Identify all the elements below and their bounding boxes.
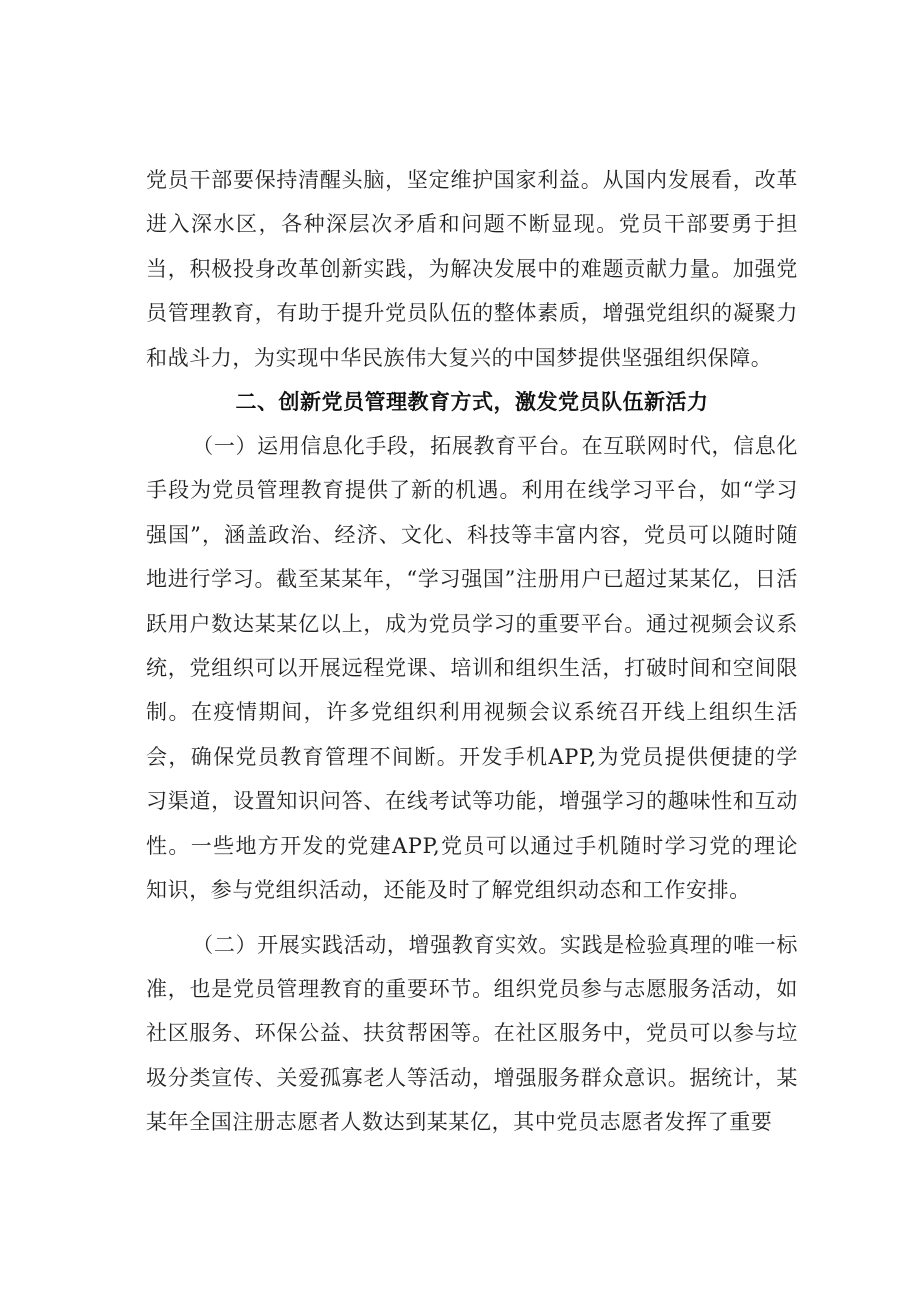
- paragraph-information-platform: （一）运用信息化手段，拓展教育平台。在互联网时代，信息化手段为党员管理教育提供了新的机遇。利用在线学习平台，如“学习强国”，涵盖政治、经济、文化、科技等丰富内容，党员可以随时随地进行学习。截至某某年，“学习强国”注册用户已超过某某亿，日活跃用户数达某某亿以上，成为党员学习的重要平台。通过视频会议系统，党组织可以开展远程党课、培训和组织生活，打破时间和空间限制。在疫情期间，许多党组织利用视频会议系统召开线上组织生活会，确保党员教育管理不间断。开发手机APP,为党员提供便捷的学习渠道，设置知识问答、在线考试等功能，增强学习的趣味性和互动性。一些地方开发的党建APP,党员可以通过手机随时学习党的理论知识，参与党组织活动，还能及时了解党组织动态和工作安排。: [146, 434, 798, 903]
- section-heading: 二、创新党员管理教育方式，激发党员队伍新活力: [235, 390, 709, 415]
- paragraph-spacer: [146, 913, 798, 923]
- document-body: [146, 158, 798, 1145]
- paragraph-practice-activities: （二）开展实践活动，增强教育实效。实践是检验真理的唯一标准，也是党员管理教育的重要环节。组织党员参与志愿服务活动，如社区服务、环保公益、扶贫帮困等。在社区服务中，党员可以参与垃圾分类宣传、关爱孤寡老人等活动，增强服务群众意识。据统计，某某年全国注册志愿者人数达到某某亿，其中党员志愿者发挥了重要: [146, 932, 798, 1135]
- paragraph-continued: 党员干部要保持清醒头脑，坚定维护国家利益。从国内发展看，改革进入深水区，各种深层次矛盾和问题不断显现。党员干部要勇于担当，积极投身改革创新实践，为解决发展中的难题贡献力量。加强党员管理教育，有助于提升党员队伍的整体素质，增强党组织的凝聚力和战斗力，为实现中华民族伟大复兴的中国梦提供坚强组织保障。: [146, 168, 798, 370]
